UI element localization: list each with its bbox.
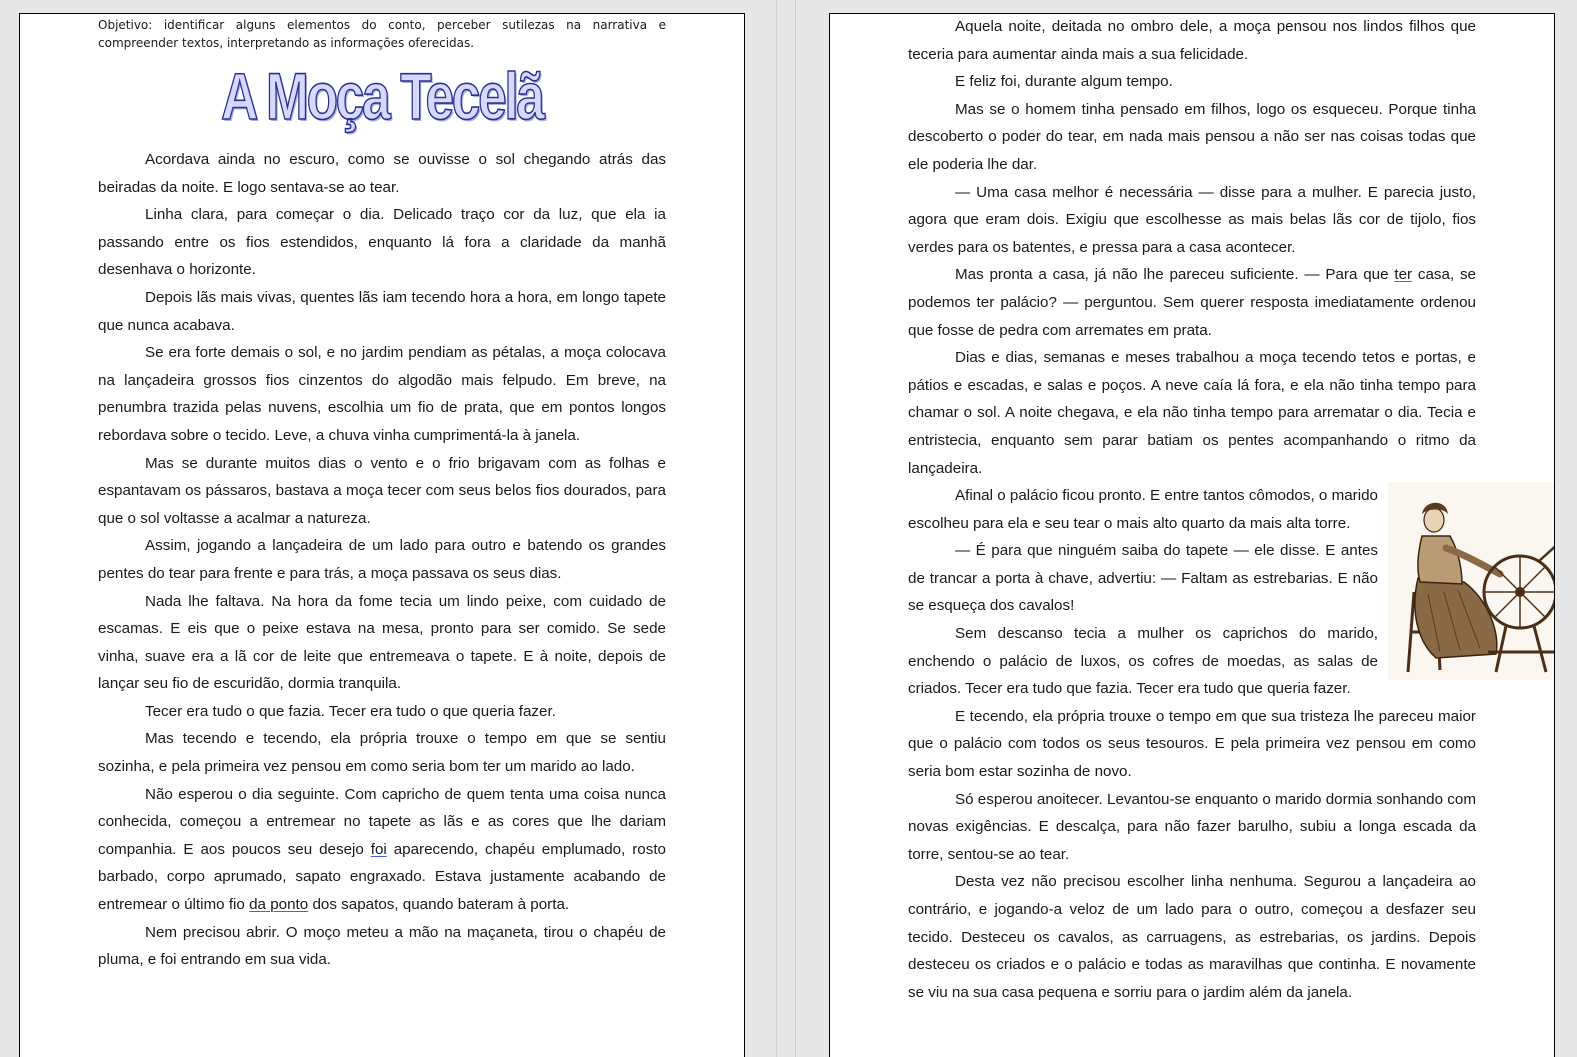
paragraph[interactable]: Depois lãs mais vivas, quentes lãs iam tecendo hora a hora, em longo tapete que nunca acabava. bbox=[98, 288, 666, 334]
paragraph[interactable]: Assim, jogando a lançadeira de um lado para outro e batendo os grandes pentes do tear para frente e para trás, a moça passava os seus dias. bbox=[98, 537, 666, 582]
paragraph[interactable]: Desta vez não precisou escolher linha nenhuma. Segurou a lançadeira ao contrário, e jogando-a veloz de um lado para o outro, começou a desfazer seu tecido. Desteceu os cavalos, as carruagens, as estrebarias, os jardins. Depois desteceu os criados e o palácio e todas as maravilhas que continha. E novamente se viu na sua casa pequena e sorriu para o jardim além da janela. bbox=[908, 873, 1476, 1001]
weaver-illustration[interactable] bbox=[1388, 482, 1555, 680]
page-gutter-divider bbox=[795, 0, 796, 1057]
paragraph[interactable]: Afinal o palácio ficou pronto. E entre tantos cômodos, o marido escolheu para ela e seu tear o mais alto quarto da mais alta torre. bbox=[908, 487, 1378, 532]
document-page-left[interactable] bbox=[19, 13, 745, 1057]
paragraph[interactable]: Só esperou anoitecer. Levantou-se enquanto o marido dormia sonhando com novas exigências. E descalça, para não fazer barulho, subiu a longa escada da torre, sentou-se ao tear. bbox=[908, 790, 1476, 863]
paragraph[interactable]: Nem precisou abrir. O moço meteu a mão na maçaneta, tirou o chapéu de pluma, e foi entrando em sua vida. bbox=[98, 923, 666, 969]
paragraph[interactable] bbox=[98, 781, 666, 919]
paragraph-text: dos sapatos, quando bateram à porta. bbox=[308, 896, 570, 914]
spinning-wheel-woman-icon bbox=[1388, 482, 1555, 680]
document-page-right[interactable] bbox=[829, 13, 1555, 1057]
paragraph[interactable]: E tecendo, ela própria trouxe o tempo em que sua tristeza lhe pareceu maior que o palácio com todos os seus tesouros. E pela primeira vez pensou em como seria bom estar sozinha de novo. bbox=[908, 707, 1476, 781]
paragraph[interactable]: Mas se durante muitos dias o vento e o frio brigavam com as folhas e espantavam os pássaros, bastava a moça tecer com seus belos fios dourados, para que o sol voltasse a acalmar a natureza. bbox=[98, 454, 666, 527]
paragraph[interactable]: — É para que ninguém saiba do tapete — ele disse. E antes de trancar a porta à chave, advertiu: — Faltam as estrebarias. E não se esqueça dos cavalos! bbox=[908, 542, 1378, 615]
paragraph[interactable]: Tecer era tudo o que fazia. Tecer era tudo o que queria fazer. bbox=[145, 702, 556, 720]
paragraph-text: Não esperou o dia seguinte. Com capricho de quem tenta uma coisa nunca conhecida, começou a entremear no tapete as lãs e as cores que lhe dariam companhia. E aos poucos seu desejo bbox=[98, 785, 666, 858]
story-text-left[interactable] bbox=[98, 146, 666, 974]
objective-text[interactable]: Objetivo: identificar alguns elementos do conto, perceber sutilezas na narrativa e compreender textos, interpretando as informações oferecidas. bbox=[98, 18, 666, 50]
paragraph[interactable]: Mas tecendo e tecendo, ela própria trouxe o tempo em que se sentiu sozinha, e pela primeira vez pensou em como seria bom ter um marido ao lado. bbox=[98, 730, 666, 776]
paragraph[interactable]: Dias e dias, semanas e meses trabalhou a moça tecendo tetos e portas, e pátios e escadas, e salas e poços. A neve caía lá fora, e ela não tinha tempo para chamar o sol. A noite chegava, e ela não tinha tempo para arrematar o dia. Tecia e entristecia, enquanto sem parar batiam os pentes acompanhando o ritmo da lançadeira. bbox=[908, 349, 1476, 477]
grammar-flagged-word[interactable]: ter bbox=[1394, 266, 1413, 284]
paragraph[interactable]: — Uma casa melhor é necessária — disse para a mulher. E parecia justo, agora que eram dois. Exigiu que escolhesse as mais belas lãs cor de tijolo, fios verdes para os batentes, e pressa para a casa acontecer. bbox=[908, 183, 1476, 256]
paragraph[interactable]: Mas se o homem tinha pensado em filhos, logo os esqueceu. Porque tinha descoberto o poder do tear, em nada mais pensou a não ser nas coisas todas que ele poderia lhe dar. bbox=[908, 100, 1476, 173]
paragraph[interactable] bbox=[908, 261, 1476, 344]
paragraph-text: casa, se podemos ter palácio? — perguntou. Sem querer resposta imediatamente ordenou que fosse de pedra com arremates em prata. bbox=[908, 266, 1477, 339]
paragraph[interactable]: Sem descanso tecia a mulher os caprichos do marido, enchendo o palácio de luxos, os cofres de moedas, as salas de criados. Tecer era tudo que fazia. Tecer era tudo que queria fazer. bbox=[908, 625, 1378, 698]
paragraph[interactable]: Se era forte demais o sol, e no jardim pendiam as pétalas, a moça colocava na lançadeira grossos fios cinzentos do algodão mais felpudo. Em breve, na penumbra trazida pelas nuvens, escolhia um fio de prata, que em pontos longos rebordava sobre o tecido. Leve, a chuva vinha cumprimentá-la à janela. bbox=[98, 344, 666, 444]
paragraph[interactable]: Acordava ainda no escuro, como se ouvisse o sol chegando atrás das beiradas da noite. E logo sentava-se ao tear. bbox=[98, 151, 666, 196]
grammar-flagged-word[interactable]: foi bbox=[370, 840, 387, 858]
story-text-right[interactable] bbox=[908, 13, 1476, 1006]
paragraph[interactable]: Nada lhe faltava. Na hora da fome tecia um lindo peixe, com cuidado de escamas. E eis que o peixe estava na mesa, pronto para ser comido. Se sede vinha, suave era a lã cor de leite que entremeava o tapete. E à noite, depois de lançar seu fio de escuridão, dormia tranquila. bbox=[98, 592, 666, 693]
grammar-flagged-word[interactable]: da ponto bbox=[249, 896, 309, 914]
paragraph-text: aparecendo, chapéu emplumado, rosto barbado, corpo aprumado, sapato engraxado. Estava justamente acabando de entremear o último fio bbox=[98, 840, 666, 914]
page-gutter-divider bbox=[776, 0, 777, 1057]
paragraph[interactable]: Linha clara, para começar o dia. Delicado traço cor da luz, que ela ia passando entre os fios estendidos, enquanto lá fora a claridade da manhã desenhava o horizonte. bbox=[98, 206, 666, 279]
paragraph[interactable]: E feliz foi, durante algum tempo. bbox=[955, 73, 1173, 91]
wordart-title[interactable]: A Moça Tecelã bbox=[221, 59, 543, 133]
paragraph-text: Mas pronta a casa, já não lhe pareceu suficiente. — Para que bbox=[955, 266, 1395, 284]
paragraph[interactable]: Aquela noite, deitada no ombro dele, a moça pensou nos lindos filhos que teceria para aumentar ainda mais a sua felicidade. bbox=[908, 18, 1476, 63]
